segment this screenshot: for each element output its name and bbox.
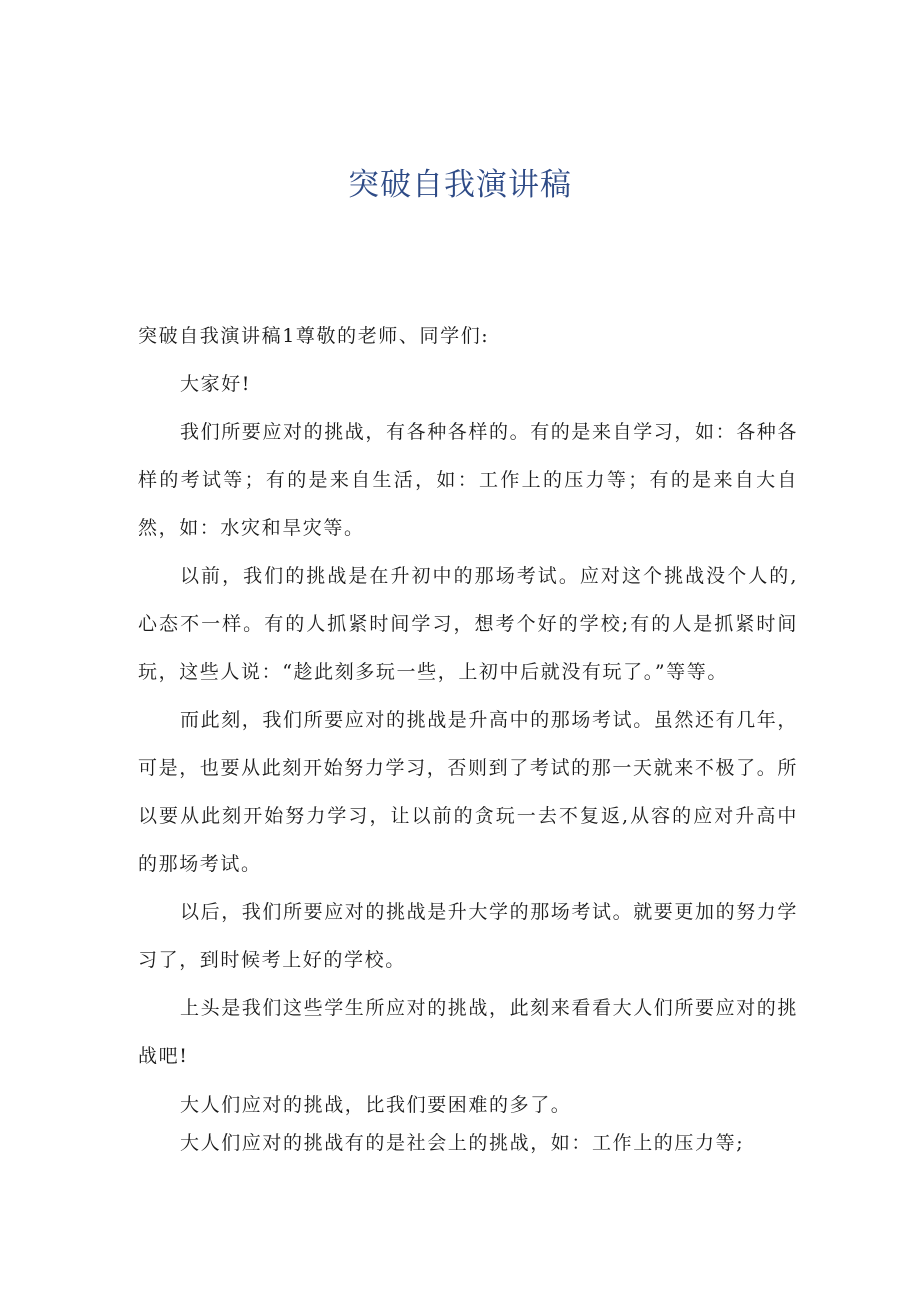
paragraph-past: 以前，我们的挑战是在升初中的那场考试。应对这个挑战没个人的,心态不一样。有的人抓紧时间学习，想考个好的学校;有的人是抓紧时间玩，这些人说：“趁此刻多玩一些，上初中后就没有玩了。”等等。 bbox=[138, 565, 798, 683]
paragraph-adults-society: 大人们应对的挑战有的是社会上的挑战，如：工作上的压力等; bbox=[180, 1132, 745, 1154]
document-title: 突破自我演讲稿 bbox=[348, 167, 572, 203]
paragraph-challenges: 我们所要应对的挑战，有各种各样的。有的是来自学习，如：各种各样的考试等；有的是来自生活，如：工作上的压力等；有的是来自大自然，如：水灾和旱灾等。 bbox=[138, 421, 799, 539]
paragraph-present: 而此刻，我们所要应对的挑战是升高中的那场考试。虽然还有几年，可是，也要从此刻开始努力学习，否则到了考试的那一天就来不极了。所以要从此刻开始努力学习，让以前的贪玩一去不复返,从容的应对升高中的那场考试。 bbox=[138, 709, 799, 875]
paragraph-hello: 大家好! bbox=[180, 373, 252, 395]
paragraph-adults: 大人们应对的挑战，比我们要困难的多了。 bbox=[180, 1094, 572, 1116]
paragraph-students: 上头是我们这些学生所应对的挑战，此刻来看看大人们所要应对的挑战吧! bbox=[138, 997, 799, 1067]
greeting-line: 突破自我演讲稿1尊敬的老师、同学们: bbox=[138, 325, 490, 347]
paragraph-future: 以后，我们所要应对的挑战是升大学的那场考试。就要更加的努力学习了，到时候考上好的学校。 bbox=[138, 901, 799, 971]
document-body bbox=[138, 312, 798, 1162]
